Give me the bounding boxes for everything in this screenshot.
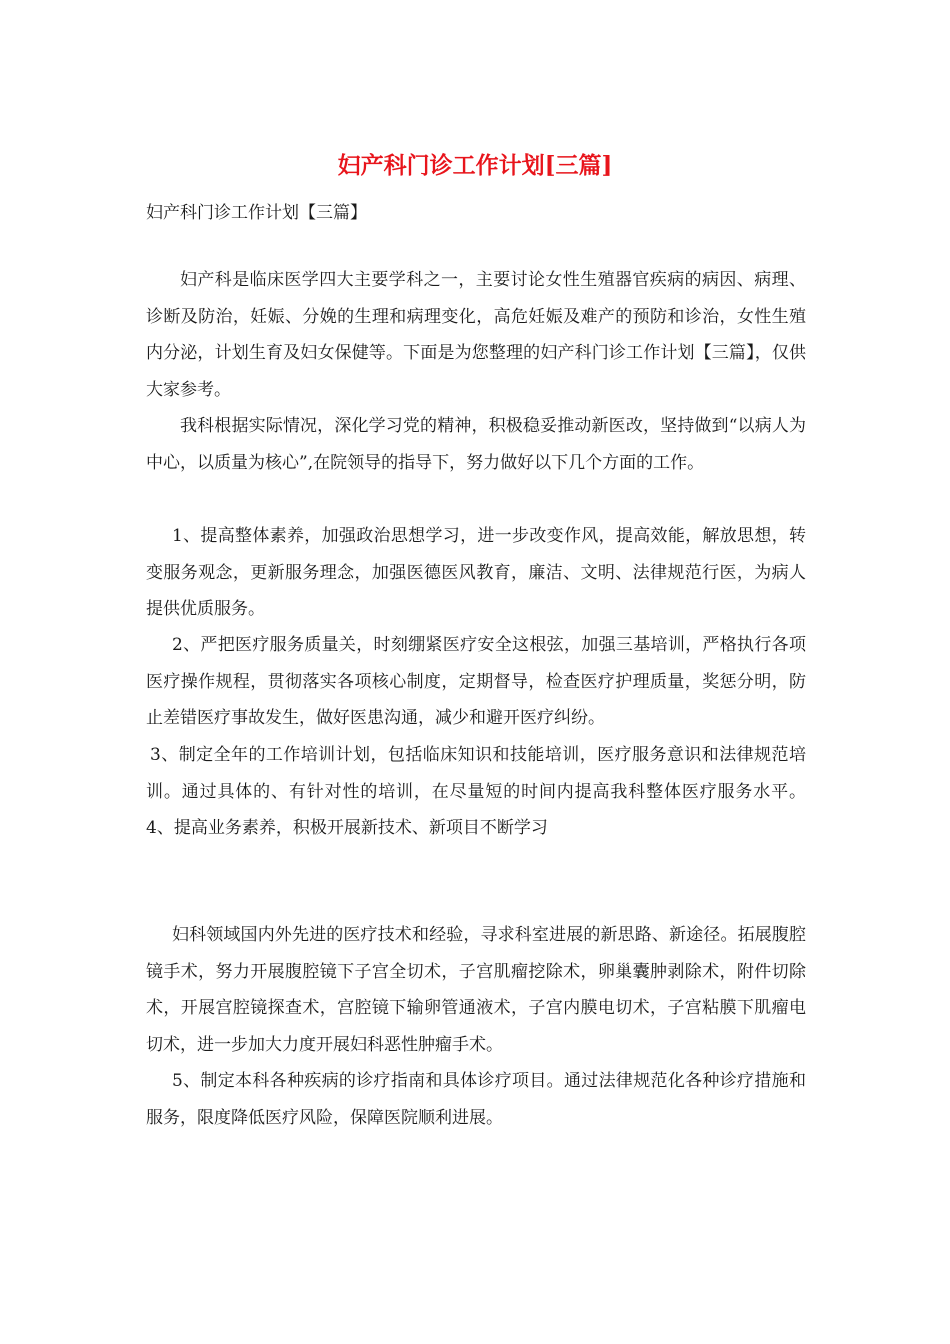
paragraph-gynecology: 妇科领域国内外先进的医疗技术和经验，寻求科室进展的新思路、新途径。拓展腹腔镜手术，努力开展腹腔镜下子宫全切术，子宫肌瘤挖除术，卵巢囊肿剥除术，附件切除术，开展宫腔镜探查术，宫腔镜下输卵管通液术，子宫内膜电切术，子宫粘膜下肌瘤电切术，进一步加大力度开展妇科恶性肿瘤手术。 — [146, 925, 806, 1055]
paragraph-item-1: 1、提高整体素养，加强政治思想学习，进一步改变作风，提高效能，解放思想，转变服务观念，更新服务理念，加强医德医风教育，廉洁、文明、法律规范行医，为病人提供优质服务。 — [146, 526, 806, 620]
paragraph-item-2: 2、严把医疗服务质量关，时刻绷紧医疗安全这根弦，加强三基培训，严格执行各项医疗操作规程，贯彻落实各项核心制度，定期督导，检查医疗护理质量，奖惩分明，防止差错医疗事故发生，做好医患沟通，减少和避开医疗纠纷。 — [146, 635, 806, 729]
paragraph-item-3-4: 3、制定全年的工作培训计划，包括临床知识和技能培训，医疗服务意识和法律规范培训。通过具体的、有针对性的培训，在尽量短的时间内提高我科整体医疗服务水平。 4、提高业务素养，积极开展新技术、新项目不断学习 — [146, 745, 806, 839]
paragraph-item-5: 5、制定本科各种疾病的诊疗指南和具体诊疗项目。通过法律规范化各种诊疗措施和服务，限度降低医疗风险，保障医院顺利进展。 — [146, 1071, 806, 1128]
paragraph-intro: 妇产科是临床医学四大主要学科之一，主要讨论女性生殖器官疾病的病因、病理、诊断及防治，妊娠、分娩的生理和病理变化，高危妊娠及难产的预防和诊治，女性生殖内分泌，计划生育及妇女保健等。下面是为您整理的妇产科门诊工作计划【三篇】，仅供大家参考。 — [146, 270, 806, 400]
document-subtitle: 妇产科门诊工作计划【三篇】 — [146, 203, 367, 223]
document-title: 妇产科门诊工作计划[三篇] — [337, 152, 613, 179]
paragraph-overview: 我科根据实际情况，深化学习党的精神，积极稳妥推动新医改，坚持做到“以病人为中心，以质量为核心”,在院领导的指导下，努力做好以下几个方面的工作。 — [146, 416, 806, 473]
